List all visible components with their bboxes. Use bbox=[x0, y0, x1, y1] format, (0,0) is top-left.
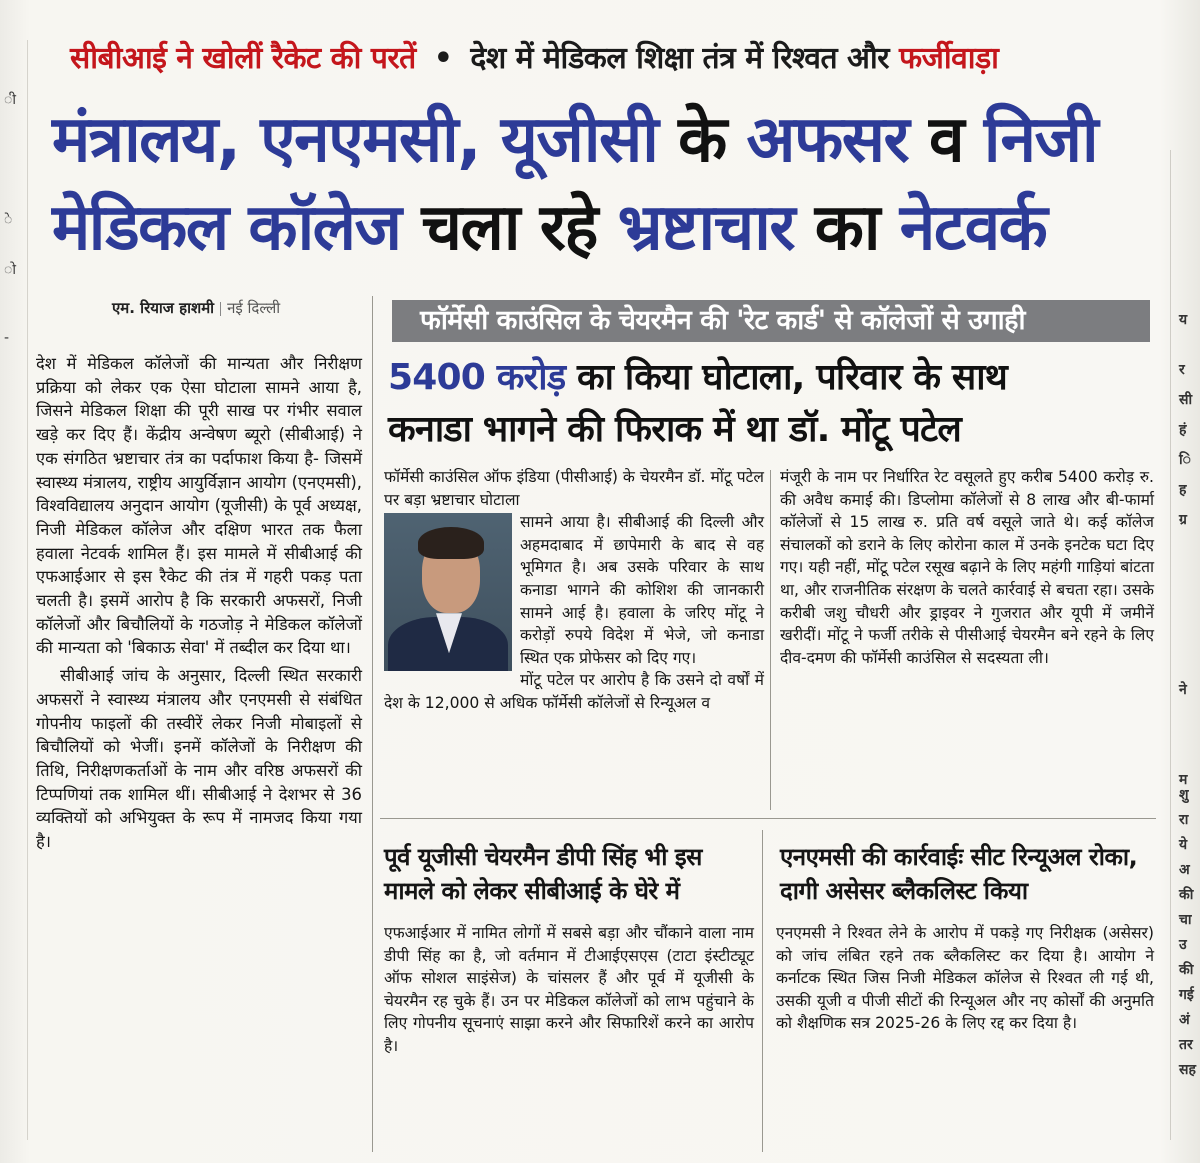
headline-line-1 bbox=[52, 96, 1162, 184]
ugc-box-headline: पूर्व यूजीसी चेयरमैन डीपी सिंह भी इस मामले को लेकर सीबीआई के घेरे में bbox=[384, 843, 702, 905]
column-divider bbox=[770, 470, 771, 810]
edge-fragment: ह bbox=[1179, 482, 1187, 498]
sub-strap: फॉर्मेसी काउंसिल के चेयरमैन की 'रेट कार्ड' से कॉलेजों से उगाही bbox=[392, 300, 1150, 342]
subhead-line-2: कनाडा भागने की फिराक में था डॉ. मोंटू पटेल bbox=[388, 409, 961, 450]
edge-fragment: म bbox=[1179, 772, 1188, 788]
edge-fragment: चा bbox=[1179, 912, 1192, 928]
story-wrap-text: सामने आया है। सीबीआई की दिल्ली और अहमदाबाद में छापेमारी के बाद से वह भूमिगत है। अब उसके परिवार के साथ कनाडा भागने की कोशिश की जानकारी सामने आई है। हवाला bbox=[520, 513, 764, 622]
kicker-dark-text: देश में मेडिकल शिक्षा तंत्र में रिश्वत और bbox=[470, 41, 889, 76]
nmc-box-headline: एनएमसी की कार्रवाईः सीट रिन्यूअल रोका, दागी असेसर ब्लैकलिस्ट किया bbox=[780, 843, 1138, 905]
edge-fragment: े bbox=[4, 212, 13, 228]
headline-segment: भ्रष्टाचार bbox=[617, 191, 794, 265]
portrait-photo bbox=[384, 513, 512, 671]
edge-fragment: की bbox=[1179, 887, 1194, 903]
left-paragraph-1: देश में मेडिकल कॉलेजों की मान्यता और निरीक्षण प्रक्रिया को लेकर एक ऐसा घोटाला सामने आया है, जिसने मेडिकल शिक्षा की पूरी साख पर गंभीर सवाल खड़े कर दिए हैं। केंद्रीय अन्वेषण ब्यूरो (सीबीआई) ने एक संगठित भ्रष्टाचार तंत्र का पर्दाफाश किया है- जिसमें स्वास्थ्य मंत्रालय, राष्ट्रीय आयुर्विज्ञान आयोग (एनएमसी), विश्वविद्यालय अनुदान आयोग (यूजीसी) के पूर्व अध्यक्ष, निजी मेडिकल कॉलेज और दक्षिण भारत तक फैला हवाला नेटवर्क शामिल हैं। इस मामले में सीबीआई की एफआईआर से इस रैकेट की तंत्र में गहरी पकड़ पता चलती है। इसमें आरोप है कि सरकारी अफसरों, निजी कॉलेजों और बिचौलियों के गठजोड़ ने मेडिकल कॉलेजों की मान्यता को 'बिकाऊ सेवा' में तब्दील कर दिया था। bbox=[36, 354, 362, 658]
edge-fragment: गई bbox=[1179, 987, 1194, 1003]
edge-fragment: सी bbox=[1179, 392, 1193, 408]
edge-fragment: ि bbox=[1179, 452, 1191, 468]
left-edge-bleed bbox=[0, 40, 28, 1140]
column-divider bbox=[762, 830, 763, 1152]
story-paragraph-2: मोंटू पटेल पर आरोप है कि उसने दो वर्षों में देश के 12,000 से अधिक फॉर्मेसी कॉलेजों से रिन्यूअल व bbox=[384, 671, 764, 712]
right-edge-bleed bbox=[1170, 150, 1200, 1140]
byline bbox=[112, 298, 280, 318]
headline-line-2 bbox=[52, 184, 1162, 272]
story-continuation: मंजूरी के नाम पर निर्धारित रेट वसूलते हुए करीब 5400 करोड़ रु. की अवैध कमाई की। डिप्लोमा कॉलेजों से 8 लाख और बी-फार्मा कॉलेजों से 15 लाख रु. प्रति वर्ष वसूले जाते थे। कई कॉलेज संचालकों को डराने के लिए कोरोना काल में उनके इनटेक घटा दिए गए। यही नहीं, मोंटू पटेल रसूख बढ़ाने के लिए महंगी गाड़ियां बांटता था, और राजनीतिक संरक्षण के चलते कार्रवाई से बचता रहा। उसके करीबी जशु चौधरी और ड्राइवर ने गुजरात और यूपी में जमीनें खरीदीं। मोंटू ने फर्जी तरीके से पीसीआई चेयरमैन बने रहने के लिए दीव-दमण की फॉर्मेसी काउंसिल से सदस्यता ली। bbox=[780, 468, 1154, 667]
left-column-story bbox=[36, 352, 362, 854]
edge-fragment: हं bbox=[1179, 422, 1187, 438]
kicker-bullet: • bbox=[433, 41, 453, 76]
edge-fragment: ी bbox=[4, 92, 16, 108]
edge-fragment: य bbox=[1179, 312, 1188, 328]
edge-fragment: ने bbox=[1179, 682, 1187, 698]
headline-segment: अफसर bbox=[746, 103, 909, 177]
kicker-red-text: सीबीआई ने खोलीं रैकेट की परतें bbox=[70, 41, 416, 76]
edge-fragment: रा bbox=[1179, 812, 1189, 828]
left-paragraph-2: सीबीआई जांच के अनुसार, दिल्ली स्थित सरकारी अफसरों ने स्वास्थ्य मंत्रालय और एनएमसी से संबंधित गोपनीय फाइलों की तस्वीरें लेकर निजी मोबाइलों से बिचौलियों को भेजीं। इनमें कॉलेजों के निरीक्षण की तिथि, निरीक्षणकर्ताओं के नाम और वरिष्ठ अफसरों की टिप्पणियां तक शामिल थीं। सीबीआई ने देशभर से 36 व्यक्तियों को अभियुक्त के रूप में नामजद किया गया है। bbox=[36, 666, 362, 852]
headline-segment: का bbox=[814, 191, 880, 265]
headline-segment: निजी bbox=[983, 103, 1098, 177]
story-montu-patel bbox=[384, 466, 764, 715]
edge-fragment: की bbox=[1179, 962, 1194, 978]
edge-fragment: ये bbox=[1179, 837, 1188, 853]
byline-place: नई दिल्ली bbox=[227, 299, 281, 317]
column-divider bbox=[372, 296, 373, 1152]
main-headline bbox=[52, 96, 1162, 272]
edge-fragment: अं bbox=[1179, 1012, 1190, 1028]
edge-fragment: शु bbox=[1179, 787, 1189, 803]
edge-fragment: - bbox=[4, 330, 10, 346]
headline-segment: मेडिकल कॉलेज bbox=[52, 191, 401, 265]
edge-fragment: अ bbox=[1179, 862, 1190, 878]
edge-fragment: सह bbox=[1179, 1062, 1196, 1078]
edge-fragment: तर bbox=[1179, 1037, 1193, 1053]
story-intro: फॉर्मेसी काउंसिल ऑफ इंडिया (पीसीआई) के चेयरमैन डॉ. मोंटू पटेल पर बड़ा भ्रष्टाचार घोटाला bbox=[384, 468, 764, 509]
headline-segment: चला रहे bbox=[421, 191, 597, 265]
headline-segment: के bbox=[678, 103, 726, 177]
edge-fragment: र bbox=[1179, 362, 1185, 378]
headline-segment: मंत्रालय, एनएमसी, यूजीसी bbox=[52, 103, 658, 177]
nmc-box-text: एनएमसी ने रिश्वत लेने के आरोप में पकड़े गए निरीक्षक (असेसर) को जांच लंबित रहने तक ब्लैकलिस्ट कर दिया है। आयोग ने कर्नाटक स्थित जिस निजी मेडिकल कॉलेज से रिश्वत ली गई थी, उसकी यूजी व पीजी सीटों की रिन्यूअल और नए कोर्सों की अनुमति को शैक्षणिक सत्र 2025-26 के लिए रद्द कर दिया है। bbox=[776, 924, 1154, 1033]
subhead-segment: 5400 करोड़ bbox=[388, 357, 566, 398]
story-rest-text: के जरिए मोंटू ने करोड़ों रुपये विदेश में भेजे, जो कनाडा स्थित एक प्रोफेसर को दिए गए। bbox=[520, 603, 764, 667]
headline-segment: नेटवर्क bbox=[899, 191, 1047, 265]
kicker-red-text-2: फर्जीवाड़ा bbox=[898, 41, 999, 76]
section-divider bbox=[380, 818, 1156, 819]
ugc-box-text: एफआईआर में नामित लोगों में सबसे बड़ा और चौंकाने वाला नाम डीपी सिंह का है, जो वर्तमान में टीआईएसएस (टाटा इंस्टीट्यूट ऑफ सोशल साइंसेज) के चांसलर हैं और पूर्व में यूजीसी के चेयरमैन रह चुके हैं। उन पर मेडिकल कॉलेजों को लाभ पहुंचाने के लिए गोपनीय सूचनाएं साझा करने और सिफारिशें करने का आरोप है। bbox=[384, 924, 754, 1055]
subhead-segment: का किया घोटाला, परिवार के साथ bbox=[577, 357, 1007, 398]
kicker-line bbox=[70, 36, 1150, 86]
edge-fragment: ग्र bbox=[1179, 512, 1187, 528]
edge-fragment: ो bbox=[4, 262, 16, 278]
edge-fragment: उ bbox=[1179, 937, 1187, 953]
sub-headline bbox=[388, 352, 1158, 456]
byline-author: एम. रियाज हाशमी bbox=[112, 299, 215, 317]
subhead-line-1 bbox=[388, 352, 1158, 404]
headline-segment: व bbox=[929, 103, 964, 177]
